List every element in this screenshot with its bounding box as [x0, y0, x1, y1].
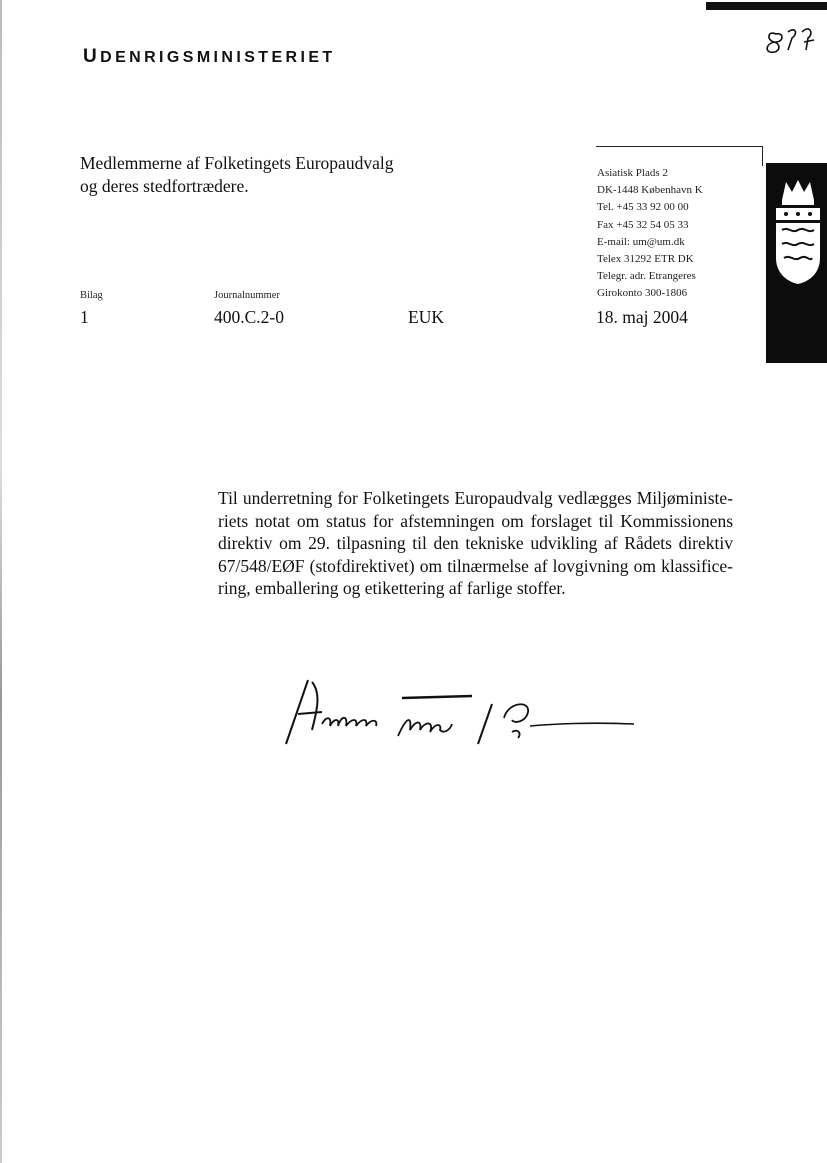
letterhead-initial: U: [83, 46, 101, 67]
recipient-block: [80, 152, 393, 198]
body-line: direktiv om 29. tilpasning til den tekniske udvikling af Rådets direktiv: [218, 533, 733, 553]
address-line: Telex 31292 ETR DK: [597, 253, 694, 266]
royal-coat-of-arms-icon: [772, 178, 824, 286]
page-edge: [0, 0, 2, 1163]
address-line: DK-1448 København K: [597, 184, 703, 197]
body-line: Til underretning for Folketingets Europaudvalg vedlægges Miljøministe-: [218, 488, 733, 508]
body-line: ring, emballering og etikettering af farlige stoffer.: [218, 578, 566, 598]
letterhead-rest: DENRIGSMINISTERIET: [100, 49, 336, 66]
scan-mark-bar: [706, 2, 827, 10]
recipient-line: og deres stedfortrædere.: [80, 176, 249, 196]
address-line: Fax +45 32 54 05 33: [597, 218, 689, 231]
journal-value: 400.C.2-0: [214, 307, 284, 327]
address-line: Asiatisk Plads 2: [597, 167, 668, 179]
address-line: Girokonto 300-1806: [597, 287, 688, 300]
letter-body: [218, 487, 733, 600]
letter-date: 18. maj 2004: [596, 307, 688, 327]
bilag-label: Bilag: [80, 290, 103, 301]
sender-address: [597, 165, 703, 303]
office-code: EUK: [408, 307, 444, 327]
address-line: Telegr. adr. Etrangeres: [597, 270, 696, 283]
journal-label: Journalnummer: [214, 290, 280, 301]
body-line: riets notat om status for afstemningen om forslaget til Kommissionens: [218, 510, 733, 531]
handwritten-page-number: [762, 20, 822, 60]
body-line: 67/548/EØF (stofdirektivet) om tilnærmelse af lovgivning om klassifice-: [218, 555, 733, 576]
bilag-value: 1: [80, 307, 89, 327]
address-rule: [596, 146, 763, 147]
handwritten-signature: [282, 674, 642, 750]
address-line: Tel. +45 33 92 00 00: [597, 201, 689, 214]
ministry-letterhead: [83, 46, 336, 68]
recipient-line: Medlemmerne af Folketingets Europaudvalg: [80, 153, 394, 173]
address-line: E-mail: um@um.dk: [597, 235, 685, 248]
address-rule-tick: [762, 146, 763, 166]
